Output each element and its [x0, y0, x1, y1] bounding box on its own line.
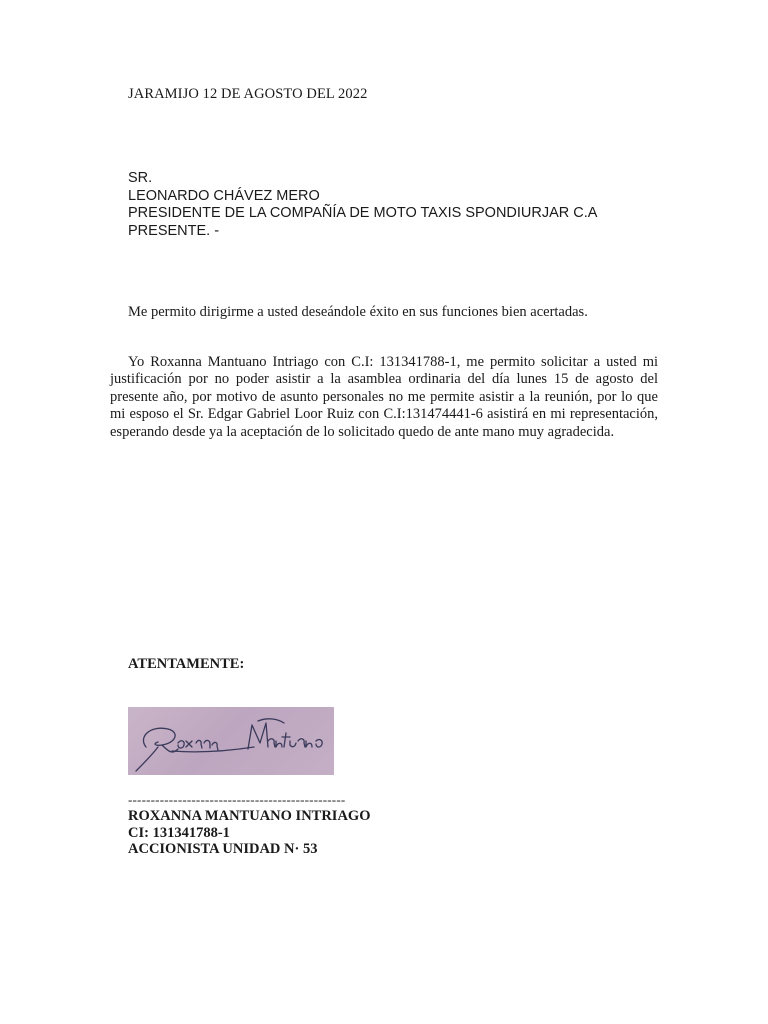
signer-block: [128, 808, 370, 858]
recipient-block: [128, 170, 597, 240]
signer-unit: ACCIONISTA UNIDAD N· 53: [128, 841, 318, 857]
signature-line: ------------------------------------------------: [128, 792, 346, 807]
body-paragraph: Yo Roxanna Mantuano Intriago con C.I: 131341788-1, me permito solicitar a usted mi justificación por no poder asistir a la asamblea ordinaria del día lunes 15 de agosto del presente año, por motivo de asunto personales no me permite asistir a la reunión, por lo que mi esposo el Sr. Edgar Gabriel Loor Ruiz con C.I:131474441-6 asistirá en mi representación, esperando desde ya la aceptación de lo solicitado quedo de ante mano muy agradecida.: [110, 354, 658, 440]
signer-name: ROXANNA MANTUANO INTRIAGO: [128, 808, 371, 824]
date-line: JARAMIJO 12 DE AGOSTO DEL 2022: [128, 86, 368, 102]
recipient-title: PRESIDENTE DE LA COMPAÑÍA DE MOTO TAXIS SPONDIURJAR C.A: [128, 205, 598, 221]
recipient-presente: PRESENTE. -: [128, 222, 220, 239]
signer-id: CI: 131341788-1: [128, 824, 230, 841]
recipient-name: LEONARDO CHÁVEZ MERO: [128, 187, 320, 204]
recipient-salutation: SR.: [128, 170, 153, 186]
greeting-paragraph: Me permito dirigirme a usted deseándole éxito en sus funciones bien acertadas.: [128, 304, 588, 320]
handwritten-signature: [128, 707, 334, 775]
closing-text: ATENTAMENTE:: [128, 656, 245, 672]
